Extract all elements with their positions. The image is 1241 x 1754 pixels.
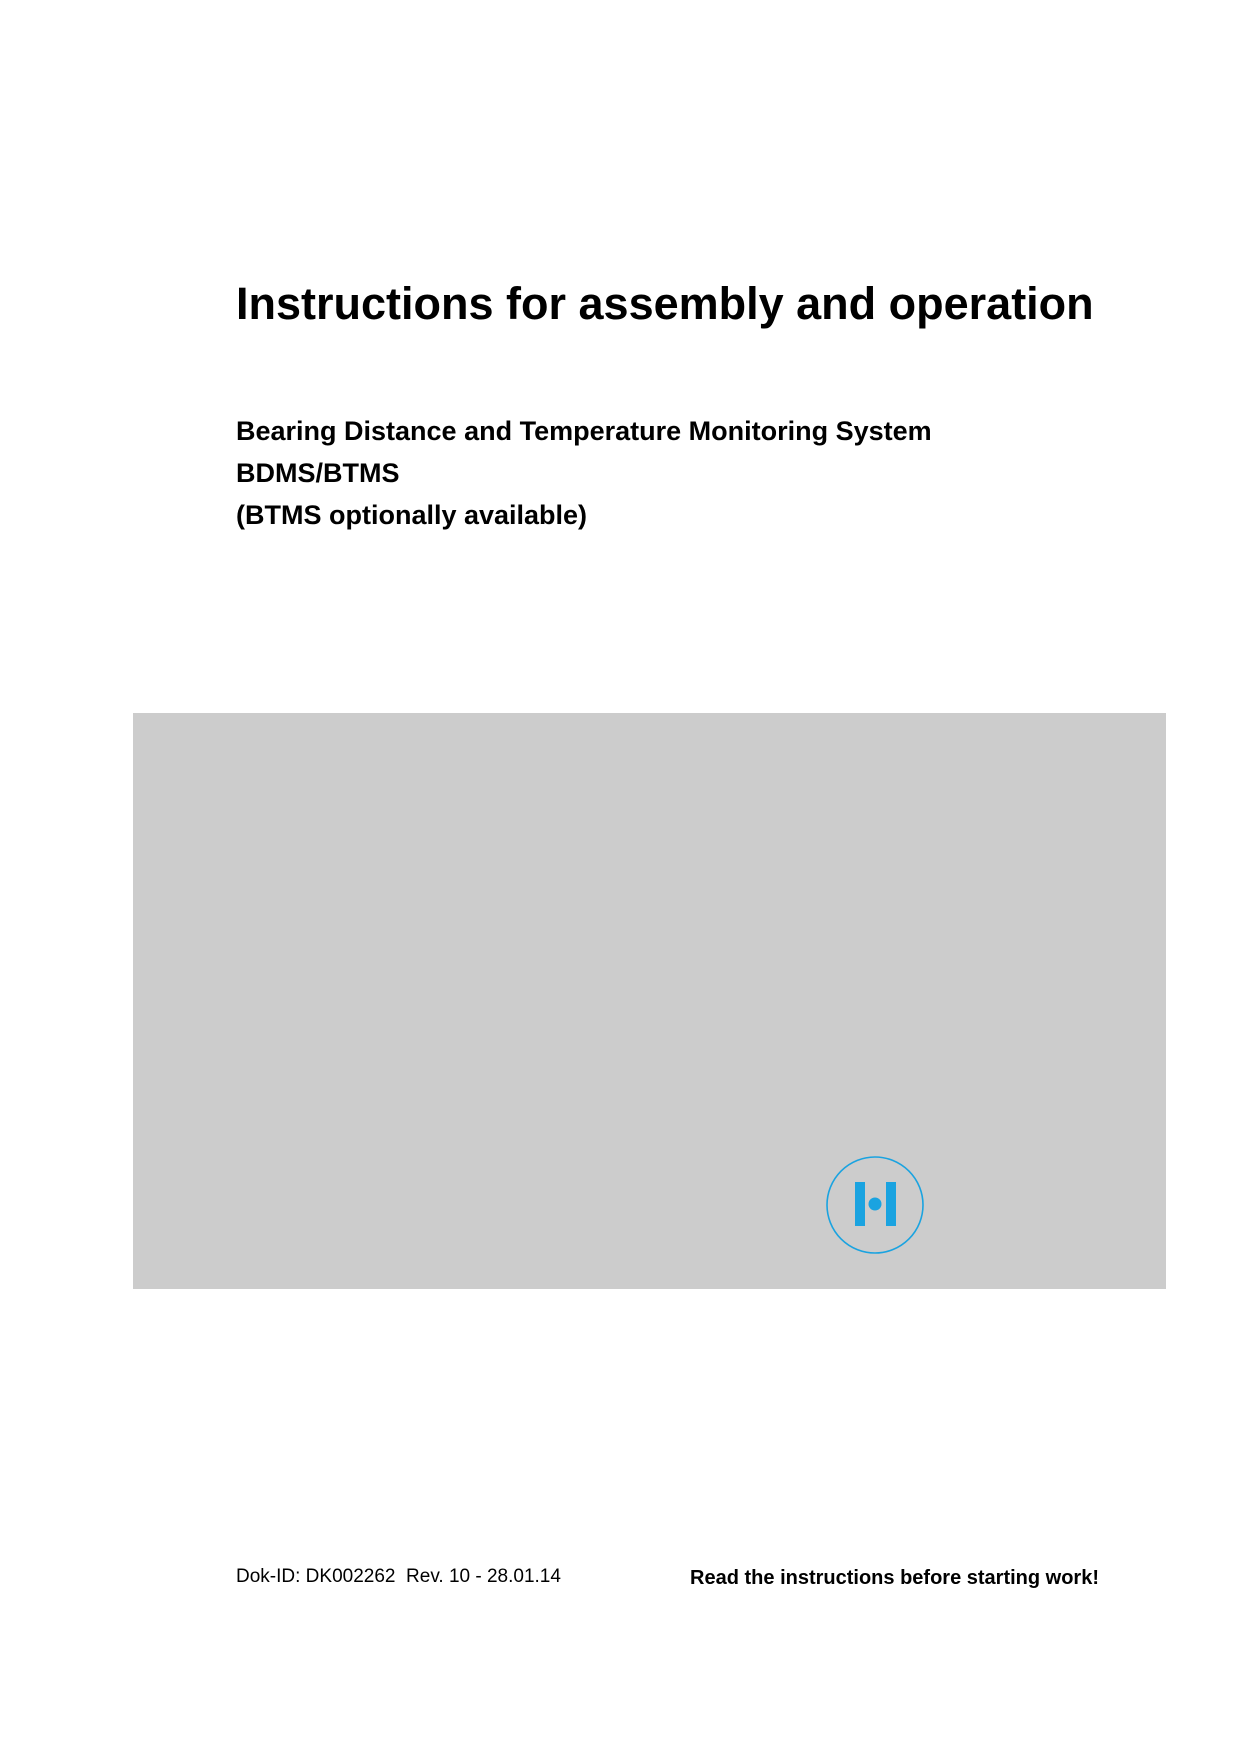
company-logo-icon — [825, 1155, 925, 1255]
document-title: Instructions for assembly and operation — [236, 278, 1094, 329]
document-id: Dok-ID: DK002262 Rev. 10 - 28.01.14 — [236, 1566, 561, 1587]
subtitle-line-option-note: (BTMS optionally available) — [236, 500, 588, 530]
cover-image-panel — [133, 713, 1166, 1289]
subtitle-line-product-code: BDMS/BTMS — [236, 458, 400, 488]
read-instructions-notice: Read the instructions before starting work! — [690, 1567, 1099, 1589]
document-subtitle — [236, 410, 932, 536]
subtitle-line-system-name: Bearing Distance and Temperature Monitoring System — [236, 416, 932, 446]
